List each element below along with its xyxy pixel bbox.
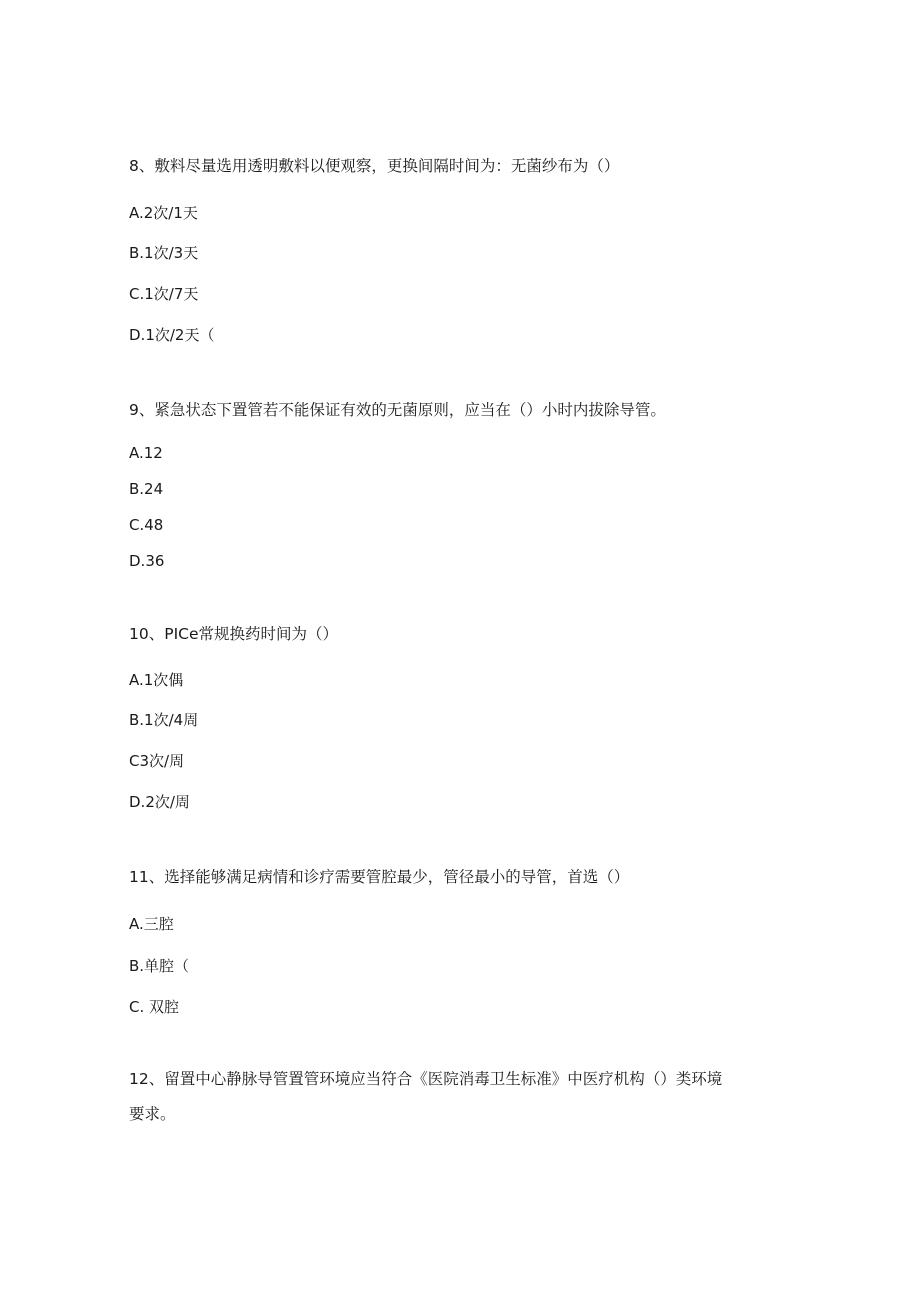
question-10-option-b: B.1次/4周	[129, 711, 199, 729]
question-9-option-a: A.12	[129, 444, 163, 462]
question-8-option-c: C.1次/7天	[129, 285, 199, 303]
question-10-option-a: A.1次偶	[129, 671, 184, 689]
question-11-text: 11、选择能够满足病情和诊疗需要管腔最少，管径最小的导管，首选（）	[129, 868, 630, 886]
question-8-text: 8、敷料尽量选用透明敷料以便观察，更换间隔时间为：无菌纱布为（）	[129, 157, 620, 175]
question-8-option-a: A.2次/1天	[129, 204, 198, 222]
question-8-option-b: B.1次/3天	[129, 244, 199, 262]
question-11-option-c: C. 双腔	[129, 998, 180, 1016]
question-9-option-b: B.24	[129, 480, 164, 498]
question-9-option-d: D.36	[129, 552, 165, 570]
question-10-option-d: D.2次/周	[129, 793, 190, 811]
question-9-text: 9、紧急状态下置管若不能保证有效的无菌原则，应当在（）小时内拔除导管。	[129, 401, 666, 419]
question-9-option-c: C.48	[129, 516, 164, 534]
question-11-option-a: A.三腔	[129, 915, 174, 933]
question-10-option-c: C3次/周	[129, 752, 185, 770]
question-8-option-d: D.1次/2天（	[129, 326, 215, 344]
question-10-text: 10、PICe常规换药时间为（）	[129, 625, 339, 643]
question-11-option-b: B.单腔（	[129, 957, 190, 975]
question-12-text: 12、留置中心静脉导管置管环境应当符合《医院消毒卫生标准》中医疗机构（）类环境	[129, 1070, 723, 1088]
question-12-continuation: 要求。	[129, 1105, 176, 1123]
